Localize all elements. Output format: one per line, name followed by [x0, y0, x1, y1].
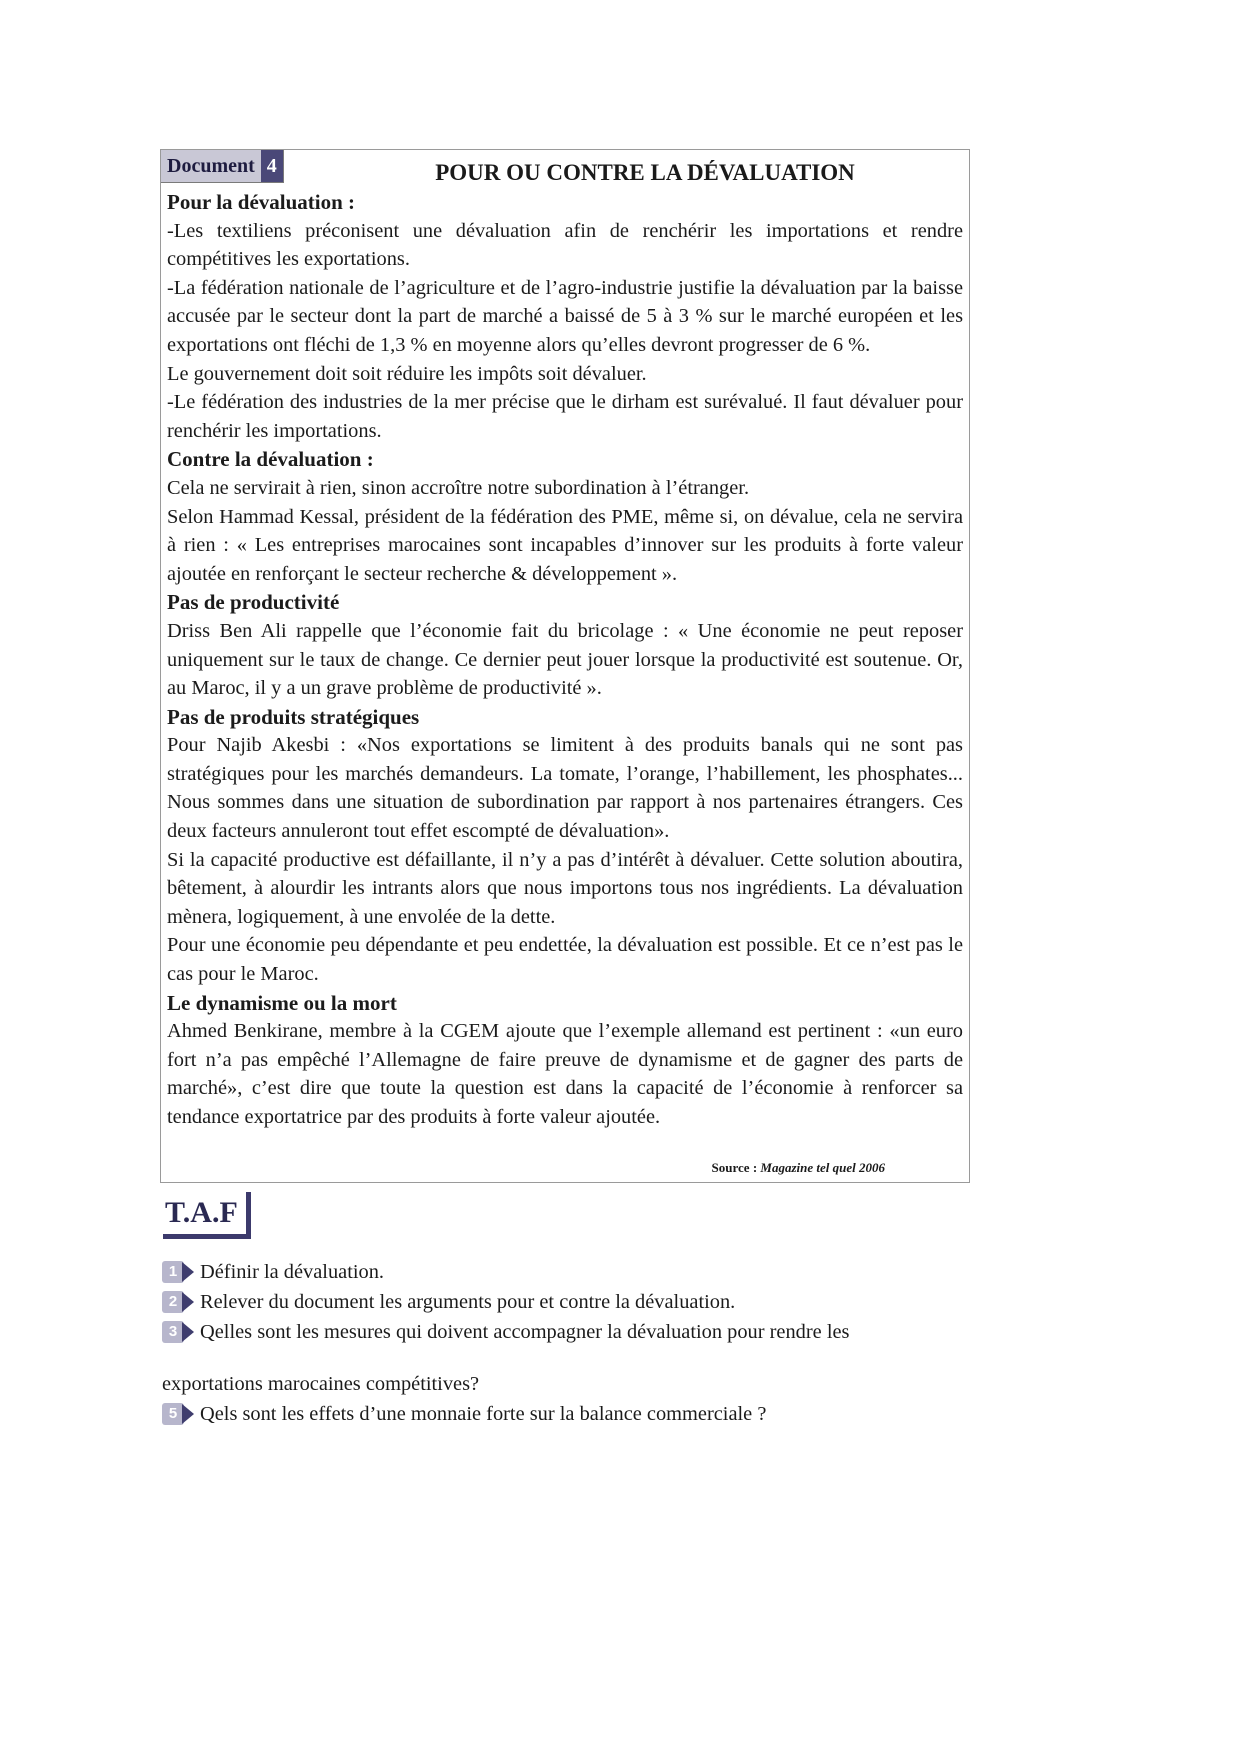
question-text: Qels sont les effets d’une monnaie forte sur la balance commerciale ? — [200, 1403, 767, 1425]
paragraph: -Les textiliens préconisent une dévaluation afin de renchérir les importations et rendre compétitives les exportations. — [167, 219, 963, 271]
question-text-continuation: exportations marocaines compétitives? — [162, 1373, 480, 1395]
question-text: Qelles sont les mesures qui doivent accompagner la dévaluation pour rendre les — [200, 1321, 850, 1343]
source-line — [712, 1160, 885, 1176]
question-number: 3 — [162, 1321, 184, 1343]
question-text: Relever du document les arguments pour et contre la dévaluation. — [200, 1291, 736, 1313]
question-number-badge — [162, 1321, 196, 1343]
paragraph: Cela ne servirait à rien, sinon accroître notre subordination à l’étranger. — [167, 476, 750, 499]
paragraph: Le gouvernement doit soit réduire les impôts soit dévaluer. — [167, 362, 647, 385]
paragraph: Pour une économie peu dépendante et peu endettée, la dévaluation est possible. Et ce n’est pas le cas pour le Maroc. — [167, 934, 963, 986]
source-name: Magazine tel quel 2006 — [760, 1160, 885, 1175]
paragraph: -Le fédération des industries de la mer précise que le dirham est surévalué. Il faut dévaluer pour renchérir les importations. — [167, 391, 963, 442]
section-heading: Pas de produits stratégiques — [167, 704, 420, 729]
source-label: Source : — [711, 1160, 758, 1175]
paragraph: Pour Najib Akesbi : «Nos exportations se limitent à des produits banals qui ne sont pas stratégiques pour les marchés demandeurs. La tomate, l’orange, l’habillement, les phosphates... Nous sommes dans une situation de subordination par rapport à nos partenaires étrangers. Ces deux facteurs annuleront tout effet escompté de dévaluation». — [167, 734, 963, 843]
paragraph: -La fédération nationale de l’agriculture et de l’agro-industrie justifie la dévaluation par la baisse accusée par le secteur dont la part de marché a baissé de 5 à 3 % sur le marché européen et les exportations ont fléchi de 1,3 % en moyenne alors qu’elles devront progresser de 6 %. — [167, 276, 963, 356]
section-heading: Contre la dévaluation : — [167, 447, 374, 472]
taf-heading: T.A.F — [163, 1192, 251, 1239]
arrow-icon — [182, 1404, 194, 1424]
document-body — [167, 188, 963, 1132]
question-number-badge — [162, 1261, 196, 1283]
question-item — [162, 1399, 972, 1429]
question-number-badge — [162, 1403, 196, 1425]
paragraph: Selon Hammad Kessal, président de la fédération des PME, même si, on dévalue, cela ne servira à rien : « Les entreprises marocaines sont incapables d’innover sur les produits à forte valeur ajoutée en renforçant le secteur recherche & développement ». — [167, 505, 963, 585]
question-item — [162, 1287, 972, 1317]
arrow-icon — [182, 1292, 194, 1312]
document-tag — [161, 150, 284, 183]
document-box — [160, 149, 970, 1183]
question-item — [162, 1317, 972, 1347]
section-heading: Le dynamisme ou la mort — [167, 990, 397, 1015]
question-list — [162, 1257, 972, 1429]
question-number: 2 — [162, 1291, 184, 1313]
question-number: 1 — [162, 1261, 184, 1283]
section-heading: Pas de productivité — [167, 590, 340, 615]
question-text: Définir la dévaluation. — [200, 1261, 385, 1283]
arrow-icon — [182, 1262, 194, 1282]
question-item — [162, 1257, 972, 1287]
arrow-icon — [182, 1322, 194, 1342]
section-heading: Pour la dévaluation : — [167, 190, 356, 214]
question-number-badge — [162, 1291, 196, 1313]
paragraph: Driss Ben Ali rappelle que l’économie fait du bricolage : « Une économie ne peut reposer uniquement sur le taux de change. Ce dernier peut jouer lorsque la productivité est soutenue. Or, au Maroc, il y a un grave problème de productivité ». — [167, 619, 963, 700]
paragraph: Si la capacité productive est défaillante, il n’y a pas d’intérêt à dévaluer. Cette solution aboutira, bêtement, à alourdir les intrants alors que nous importons tous nos ingrédients. La dévaluation mènera, logiquement, à une envolée de la dette. — [167, 848, 963, 928]
document-tag-number: 4 — [261, 150, 283, 182]
document-title: POUR OU CONTRE LA DÉVALUATION — [435, 160, 855, 185]
question-number: 5 — [162, 1403, 184, 1425]
document-tag-label: Document — [161, 150, 261, 182]
paragraph: Ahmed Benkirane, membre à la CGEM ajoute que l’exemple allemand est pertinent : «un euro fort n’a pas empêché l’Allemagne de faire preuve de dynamisme et de gagner des parts de marché», c’est dire que toute la question est dans la capacité de l’économie à renforcer sa tendance exportatrice par des produits à forte valeur ajoutée. — [167, 1020, 963, 1128]
